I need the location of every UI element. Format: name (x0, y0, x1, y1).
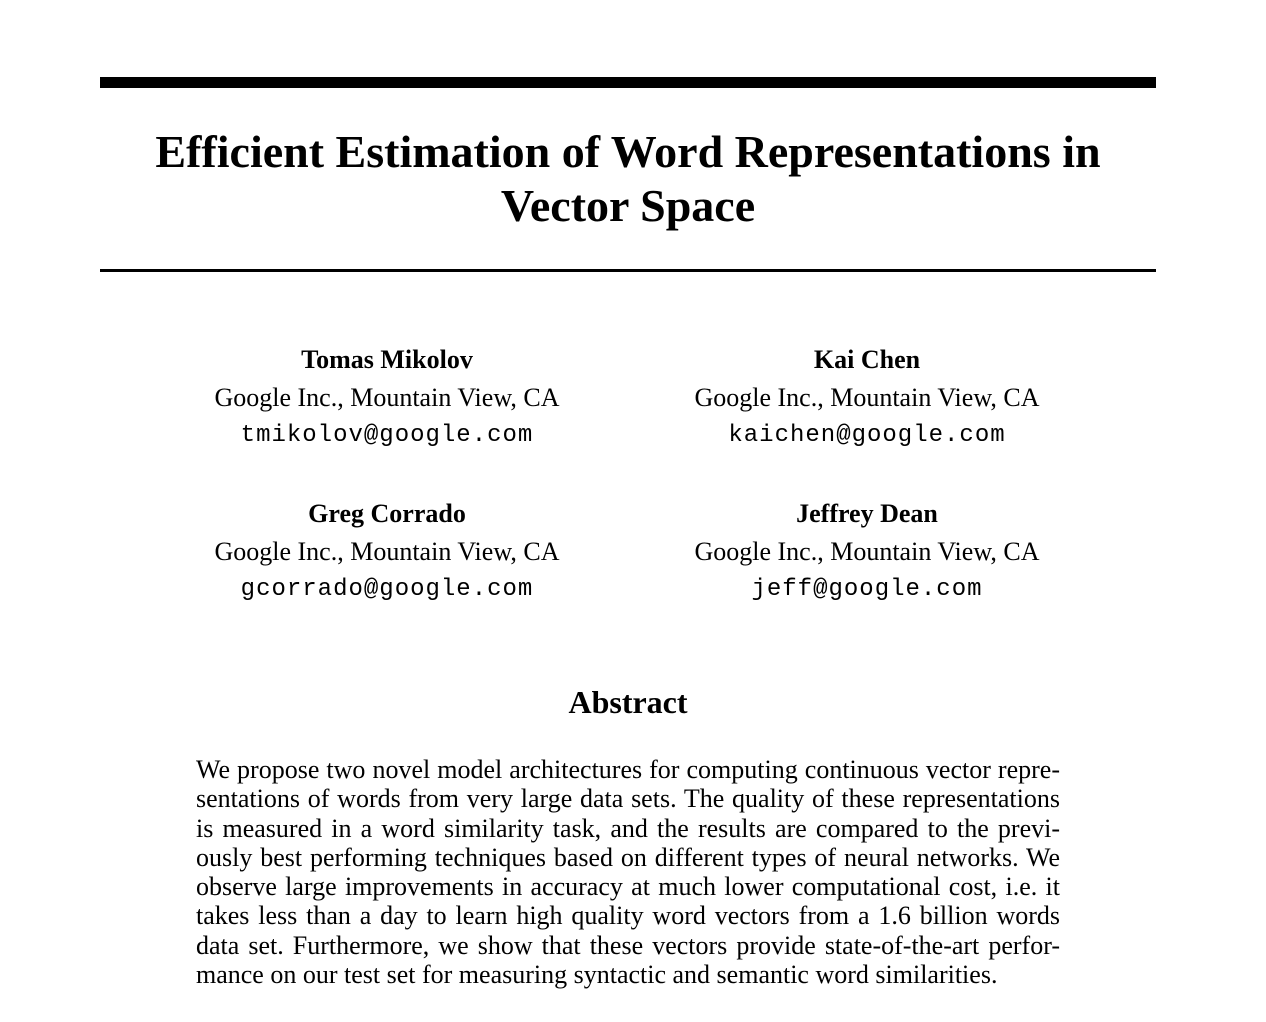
paper-title (100, 125, 1156, 233)
author-block-kai-chen (657, 345, 1077, 451)
author-email: jeff@google.com (751, 576, 983, 603)
author-affiliation: Google Inc., Mountain View, CA (694, 383, 1040, 412)
author-email: gcorrado@google.com (240, 576, 534, 603)
author-block-tomas-mikolov (177, 345, 597, 451)
author-block-jeffrey-dean (657, 499, 1077, 605)
title-top-rule (100, 77, 1156, 88)
abstract-line: takes less than a day to learn high quality word vectors from a 1.6 billion words (196, 901, 1060, 931)
title-bottom-rule (100, 269, 1156, 272)
author-block-greg-corrado (177, 499, 597, 605)
abstract-body (196, 755, 1060, 989)
author-affiliation: Google Inc., Mountain View, CA (214, 537, 560, 566)
author-name: Tomas Mikolov (301, 345, 473, 374)
author-email: kaichen@google.com (728, 422, 1006, 449)
author-affiliation: Google Inc., Mountain View, CA (214, 383, 560, 412)
abstract-heading: Abstract (568, 684, 688, 720)
abstract-line: We propose two novel model architectures for computing continuous vector repre- (196, 755, 1060, 784)
author-affiliation: Google Inc., Mountain View, CA (694, 537, 1040, 566)
abstract-line: observe large improvements in accuracy at much lower computational cost, i.e. it (196, 872, 1060, 902)
author-name: Greg Corrado (308, 499, 466, 528)
abstract-line: ously best performing techniques based on different types of neural networks. We (196, 842, 1060, 872)
paper-title-line: Efficient Estimation of Word Representations in (155, 126, 1101, 177)
author-name: Kai Chen (813, 345, 921, 374)
author-email: tmikolov@google.com (240, 422, 534, 449)
abstract-line: mance on our test set for measuring syntactic and semantic word similarities. (196, 960, 998, 990)
paper-title-line: Vector Space (500, 180, 756, 231)
abstract-line: is measured in a word similarity task, and the results are compared to the previ- (196, 813, 1060, 843)
abstract-line: sentations of words from very large data sets. The quality of these representations (196, 784, 1060, 814)
author-name: Jeffrey Dean (796, 499, 938, 528)
abstract-line: data set. Furthermore, we show that these vectors provide state-of-the-art perfor- (196, 930, 1060, 960)
